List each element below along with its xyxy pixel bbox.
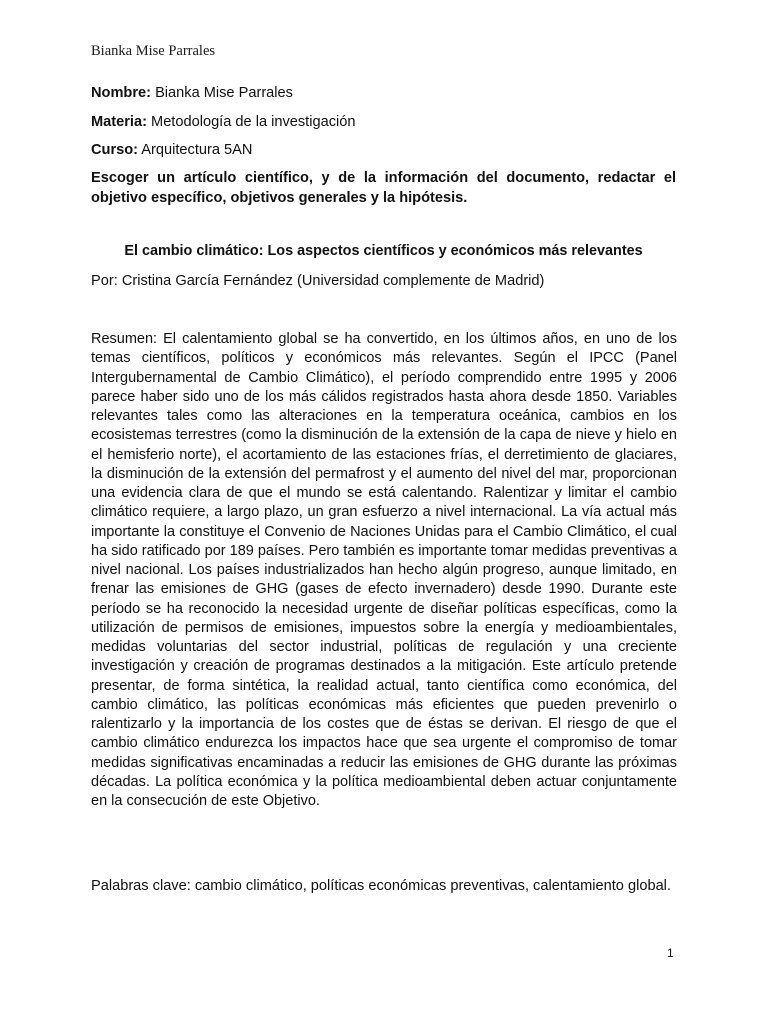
nombre-value: Bianka Mise Parrales xyxy=(155,85,293,101)
materia-value: Metodología de la investigación xyxy=(151,114,356,130)
article-author-line: Por: Cristina García Fernández (Universidad complemente de Madrid) xyxy=(91,273,545,289)
curso-value: Arquitectura 5AN xyxy=(141,142,253,158)
curso-field xyxy=(91,142,252,158)
page-number: 1 xyxy=(667,946,674,960)
nombre-label: Nombre: xyxy=(91,85,151,101)
nombre-field xyxy=(91,85,293,101)
article-keywords: Palabras clave: cambio climático, políticas económicas preventivas, calentamiento global. xyxy=(91,878,671,894)
materia-field xyxy=(91,114,355,130)
article-abstract: Resumen: El calentamiento global se ha convertido, en los últimos años, en uno de los temas científicos, políticos y económicos más relevantes. Según el IPCC (Panel Intergubernamental de Cambio Climático), el período comprendido entre 1995 y 2006 parece haber sido uno de los más cálidos registrados hasta ahora desde 1850. Variables relevantes tales como las alteraciones en la temperatura oceánica, cambios en los ecosistemas terrestres (como la disminución de la extensión de la capa de nieve y hielo en el hemisferio norte), el acortamiento de las estaciones frías, el derretimiento de glaciares, la disminución de la extensión del permafrost y el aumento del nivel del mar, proporcionan una evidencia clara de que el mundo se está calentando. Ralentizar y limitar el cambio climático requiere, a largo plazo, un gran esfuerzo a nivel internacional. La vía actual más importante la constituye el Convenio de Naciones Unidas para el Cambio Climático, el cual ha sido ratificado por 189 países. Pero también es importante tomar medidas preventivas a nivel nacional. Los países industrializados han hecho algún progreso, aunque limitado, en frenar las emisiones de GHG (gases de efecto invernadero) desde 1990. Durante este período se ha reconocido la necesidad urgente de diseñar políticas específicas, como la utilización de permisos de emisiones, impuestos sobre la energía y medioambientales, medidas voluntarias del sector industrial, políticas de regulación y una creciente investigación y creación de programas destinados a la mitigación. Este artículo pretende presentar, de forma sintética, la realidad actual, tanto científica como económica, del cambio climático, las políticas económicas más eficientes que pueden prevenirlo o ralentizarlo y la importancia de los costes que de éstas se derivan. El riesgo de que el cambio climático endurezca los impactos hace que sea urgente el compromiso de tomar medidas significativas encaminadas a reducir las emisiones de GHG durante las próximas décadas. La política económica y la política medioambiental deben actuar conjuntamente en la consecución de este Objetivo. xyxy=(91,331,677,809)
assignment-instruction: Escoger un artículo científico, y de la información del documento, redactar el objetivo específico, objetivos generales y la hipótesis. xyxy=(91,170,676,206)
materia-label: Materia: xyxy=(91,114,147,130)
curso-label: Curso: xyxy=(91,142,139,158)
article-title: El cambio climático: Los aspectos científicos y económicos más relevantes xyxy=(124,243,643,259)
page-header-author: Bianka Mise Parrales xyxy=(91,43,216,59)
